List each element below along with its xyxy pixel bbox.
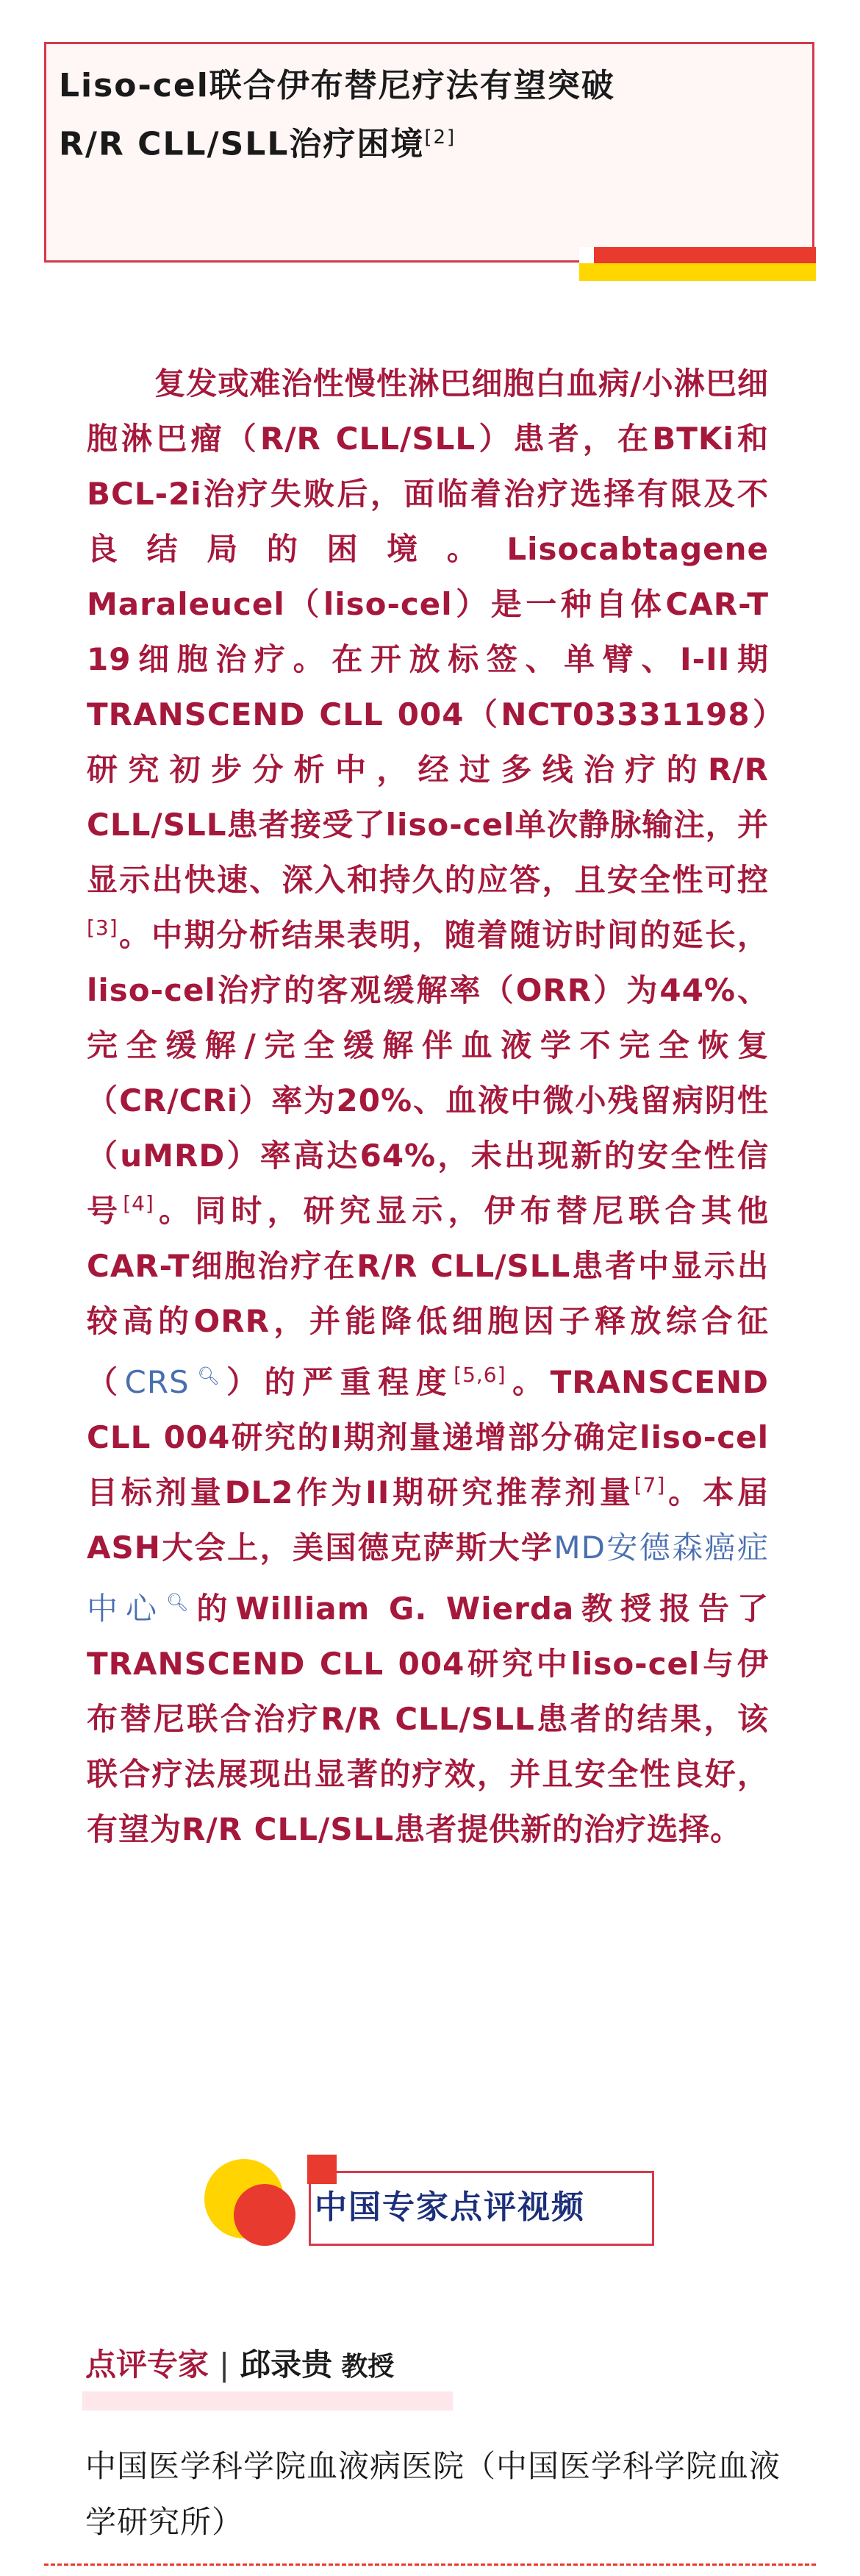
section-title [59, 60, 735, 171]
body-segment-6: 。本届ASH大会上，美国德克萨斯大学 [87, 1474, 769, 1566]
search-icon[interactable]: 🔍︎ [190, 1366, 227, 1386]
reference-3: [3] [87, 916, 118, 940]
expert-title: 教授 [341, 2352, 395, 2382]
expert-label: 点评专家 [85, 2347, 209, 2383]
crs-link-text[interactable]: CRS [124, 1364, 190, 1400]
crs-link[interactable] [125, 1364, 227, 1400]
red-square-decoration [307, 2155, 337, 2184]
body-segment-4: ）的严重程度 [226, 1364, 454, 1400]
search-icon[interactable]: 🔍︎ [165, 1592, 197, 1613]
title-accent-notch [579, 247, 594, 263]
expert-line [85, 2341, 394, 2388]
expert-highlight [82, 2391, 453, 2411]
dashed-divider [44, 2563, 816, 2566]
expert-video-badge [204, 2155, 660, 2250]
reference-7: [7] [634, 1473, 666, 1497]
md-anderson-link-text[interactable]: MD安德森癌症中心 [87, 1530, 769, 1627]
red-circle-decoration [234, 2184, 295, 2246]
expert-separator: | [219, 2347, 230, 2383]
reference-5-6: [5,6] [454, 1363, 506, 1387]
body-segment-7: 的William G. Wierda教授报告了TRANSCEND CLL 004研究中liso-cel与伊布替尼联合治疗R/R CLL/SLL患者的结果，该联合疗法展现出显著的疗效，并且安全性良好，有望为R/R CLL/SLL患者提供新的治疗选择。 [87, 1591, 769, 1847]
body-segment-5: 。TRANSCEND CLL 004研究的I期剂量递增部分确定liso-cel目标剂量DL2作为II期研究推荐剂量 [87, 1364, 769, 1510]
body-segment-2: 。中期分析结果表明，随着随访时间的延长，liso-cel治疗的客观缓解率（ORR）为44%、完全缓解/完全缓解伴血液学不完全恢复（CR/CRi）率为20%、血液中微小残留病阴性（uMRD）率高达64%，未出现新的安全性信号 [87, 917, 769, 1229]
body-segment-1: 复发或难治性慢性淋巴细胞白血病/小淋巴细胞淋巴瘤（R/R CLL/SLL）患者，在BTKi和BCL-2i治疗失败后，面临着治疗选择有限及不良结局的困境。Lisocabtagene Maraleucel（liso-cel）是一种自体CAR-T 19细胞治疗。在开放标签、单臂、I-II期TRANSCEND CLL 004（NCT03331198）研究初步分析中，经过多线治疗的R/R CLL/SLL患者接受了liso-cel单次静脉输注，并显示出快速、深入和持久的应答，且安全性可控 [87, 365, 769, 898]
title-reference: [2] [424, 126, 456, 149]
title-line-1: Liso-cel联合伊布替尼疗法有望突破 [59, 67, 615, 104]
body-segment-3: 。同时，研究显示，伊布替尼联合其他CAR-T细胞治疗在R/R CLL/SLL患者中显示出较高的ORR，并能降低细胞因子释放综合征（ [87, 1193, 769, 1400]
title-accent-red-bar [594, 247, 816, 263]
title-accent-yellow-bar [579, 263, 816, 281]
video-badge-label: 中国专家点评视频 [315, 2188, 585, 2226]
expert-affiliation: 中国医学科学院血液病医院（中国医学科学院血液学研究所） [85, 2448, 781, 2540]
article-paragraph [87, 356, 769, 1857]
expert-name: 邱录贵 [240, 2347, 333, 2383]
reference-4: [4] [123, 1191, 154, 1216]
title-line-2: R/R CLL/SLL治疗困境 [59, 125, 425, 163]
